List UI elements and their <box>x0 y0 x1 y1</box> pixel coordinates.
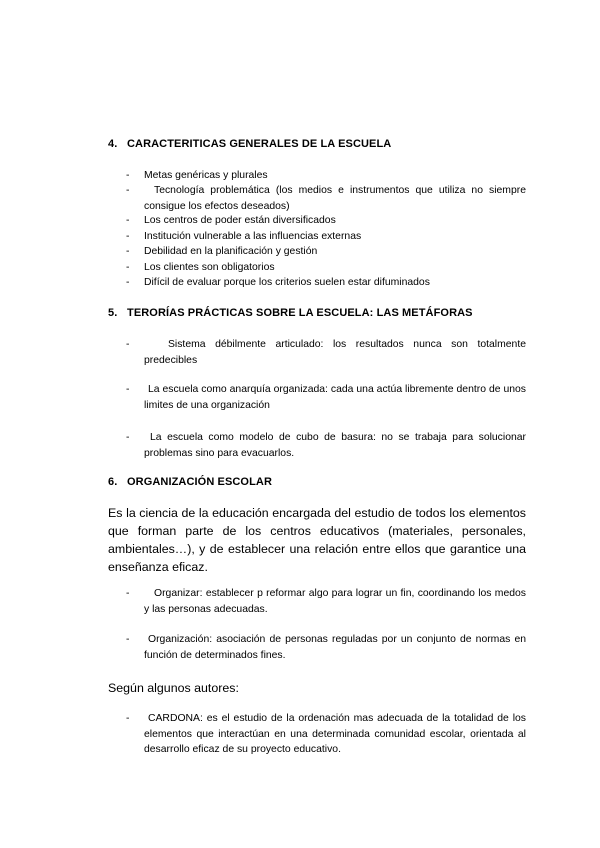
list-item-text: La escuela como anarquía organizada: cada una actúa libremente dentro de unos limites de una organización <box>144 384 526 411</box>
list-item-text: Difícil de evaluar porque los criterios suelen estar difuminados <box>144 277 430 288</box>
list-item-text: Tecnología problemática (los medios e instrumentos que utiliza no siempre consigue los efectos deseados) <box>144 185 526 212</box>
list-item-text: Organización: asociación de personas reguladas por un conjunto de normas en función de determinados fines. <box>144 634 526 661</box>
list-item-text: Los clientes son obligatorios <box>144 262 275 273</box>
section-5-heading <box>108 307 473 319</box>
bullet-dash: - <box>126 384 130 395</box>
list-item <box>126 213 526 229</box>
list-item <box>126 586 526 617</box>
list-item <box>126 183 526 214</box>
bullet-dash: - <box>126 246 130 257</box>
list-item-text: Organizar: establecer p reformar algo para lograr un fin, coordinando los medos y las personas adecuadas. <box>144 588 526 615</box>
bullet-dash: - <box>126 339 130 350</box>
list-item-text: Metas genéricas y plurales <box>144 170 268 181</box>
bullet-dash: - <box>126 262 130 273</box>
bullet-dash: - <box>126 215 130 226</box>
list-item <box>126 260 526 276</box>
section-4-title: CARACTERITICAS GENERALES DE LA ESCUELA <box>127 138 392 150</box>
bullet-dash: - <box>126 634 130 645</box>
list-item-text: Los centros de poder están diversificados <box>144 215 336 226</box>
list-item <box>126 382 526 413</box>
list-item-text: Institución vulnerable a las influencias externas <box>144 231 362 242</box>
list-item <box>126 337 526 368</box>
section-6-intro: Es la ciencia de la educación encargada del estudio de todos los elementos que forman parte de los centros educativos (materiales, personales, ambientales…), y de establecer una relación entre ellos que garantice una enseñanza eficaz. <box>108 506 526 574</box>
section-4-heading <box>108 138 391 150</box>
list-item <box>126 275 526 291</box>
bullet-dash: - <box>126 713 130 724</box>
bullet-dash: - <box>126 588 130 599</box>
list-item <box>126 632 526 663</box>
section-6-title: ORGANIZACIÓN ESCOLAR <box>127 476 272 488</box>
section-5-number: 5. <box>108 307 118 319</box>
bullet-dash: - <box>126 432 130 443</box>
list-item-text: La escuela como modelo de cubo de basura: no se trabaja para solucionar problemas sino para evacuarlos. <box>144 432 526 459</box>
bullet-dash: - <box>126 185 130 196</box>
list-item-text: Sistema débilmente articulado: los resultados nunca son totalmente predecibles <box>144 339 526 366</box>
list-item <box>126 244 526 260</box>
section-6-number: 6. <box>108 476 118 488</box>
bullet-dash: - <box>126 277 130 288</box>
bullet-dash: - <box>126 231 130 242</box>
list-item <box>126 229 526 245</box>
section-4-number: 4. <box>108 138 118 150</box>
list-item-text: Debilidad en la planificación y gestión <box>144 246 318 257</box>
section-5-title: TERORÍAS PRÁCTICAS SOBRE LA ESCUELA: LAS METÁFORAS <box>127 307 473 319</box>
list-item <box>126 168 526 184</box>
list-item <box>126 430 526 461</box>
bullet-dash: - <box>126 170 130 181</box>
list-item-text: CARDONA: es el estudio de la ordenación mas adecuada de la totalidad de los elementos que interactúan en una determinada comunidad escolar, orientada al desarrollo eficaz de su proyecto educativo. <box>144 713 526 756</box>
section-6-heading <box>108 476 272 488</box>
authors-intro: Según algunos autores: <box>108 681 239 695</box>
list-item <box>126 711 526 758</box>
